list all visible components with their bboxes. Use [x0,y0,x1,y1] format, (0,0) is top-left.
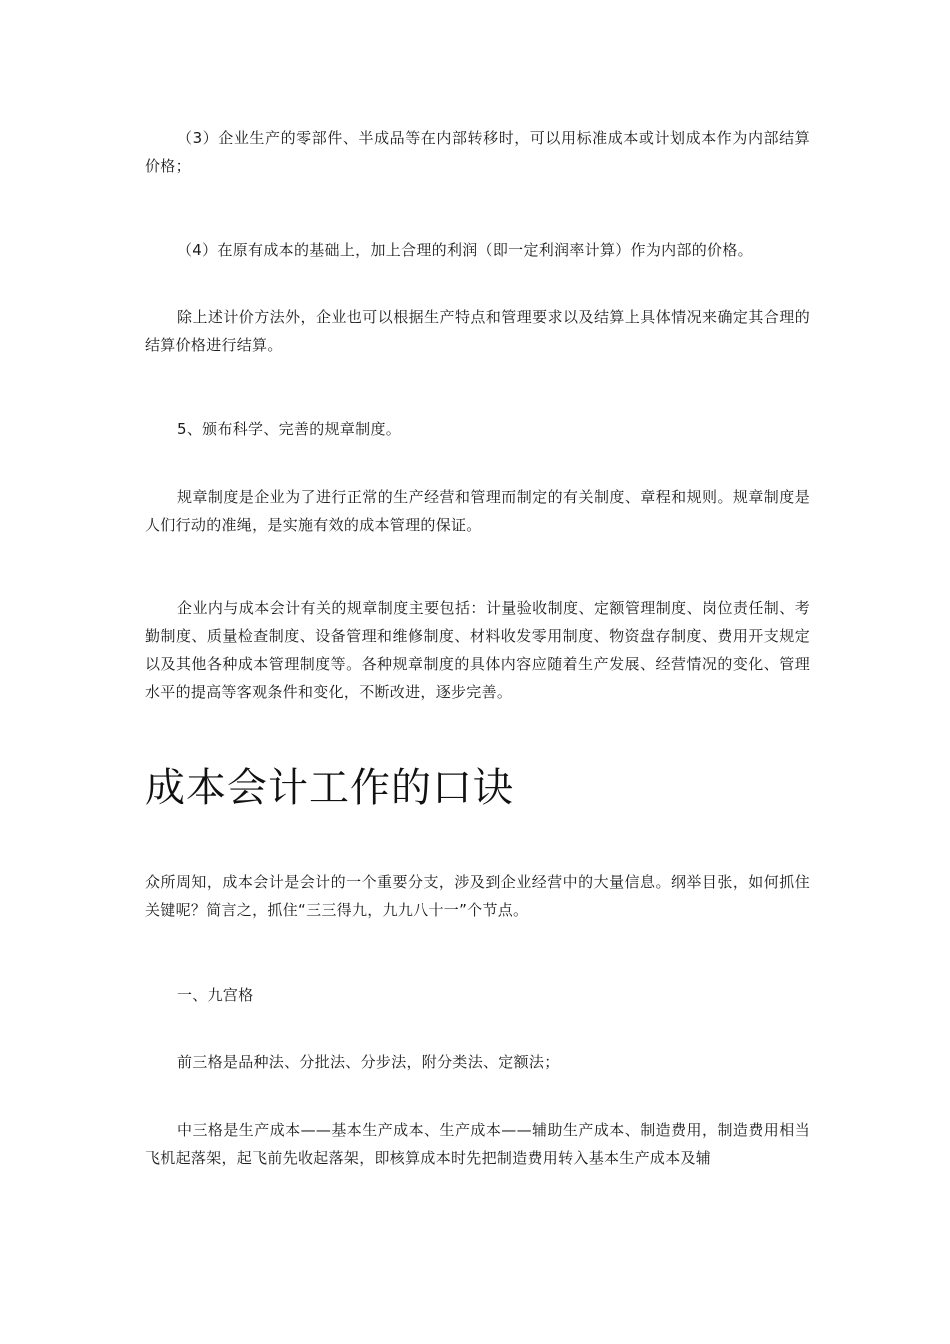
paragraph-first-three: 前三格是品种法、分批法、分步法，附分类法、定额法； [177,1053,560,1071]
paragraph-rules-definition: 规章制度是企业为了进行正常的生产经营和管理而制定的有关制度、章程和规则。规章制度是人们行动的准绳，是实施有效的成本管理的保证。 [145,488,810,534]
section-heading: 成本会计工作的口诀 [145,765,514,811]
paragraph-other-methods: 除上述计价方法外，企业也可以根据生产特点和管理要求以及结算上具体情况来确定其合理的结算价格进行结算。 [145,308,810,354]
paragraph-rules-list: 企业内与成本会计有关的规章制度主要包括：计量验收制度、定额管理制度、岗位责任制、考勤制度、质量检查制度、设备管理和维修制度、材料收发零用制度、物资盘存制度、费用开支规定以及其他各种成本管理制度等。各种规章制度的具体内容应随着生产发展、经营情况的变化、管理水平的提高等客观条件和变化，不断改进，逐步完善。 [145,599,810,701]
document-page [145,0,810,1344]
paragraph-nine-grid-title: 一、九宫格 [177,986,254,1004]
paragraph-item-4: （4）在原有成本的基础上，加上合理的利润（即一定利润率计算）作为内部的价格。 [177,241,753,259]
paragraph-section-5: 5、颁布科学、完善的规章制度。 [177,420,402,438]
paragraph-middle-three: 中三格是生产成本——基本生产成本、生产成本——辅助生产成本、制造费用，制造费用相当飞机起落架，起飞前先收起落架，即核算成本时先把制造费用转入基本生产成本及辅 [145,1121,810,1167]
paragraph-intro: 众所周知，成本会计是会计的一个重要分支，涉及到企业经营中的大量信息。纲举目张，如何抓住关键呢？简言之，抓住“三三得九，九九八十一”个节点。 [145,873,810,919]
paragraph-item-3: （3）企业生产的零部件、半成品等在内部转移时，可以用标准成本或计划成本作为内部结算价格； [145,129,810,175]
